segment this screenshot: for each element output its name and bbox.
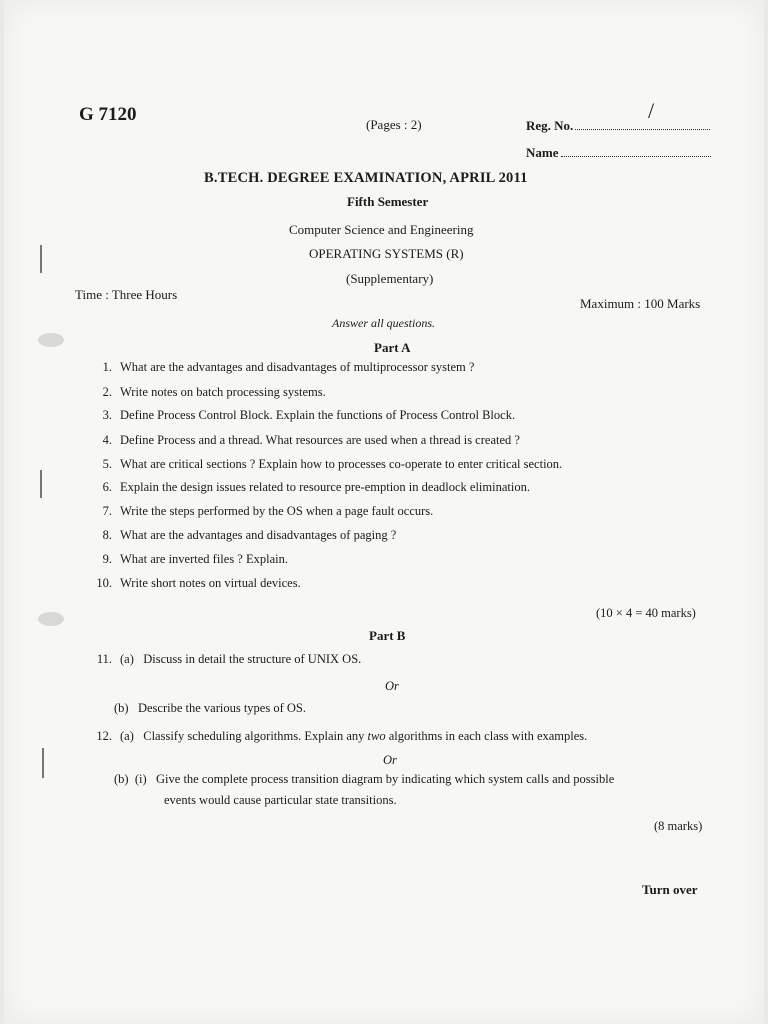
sub-label: (a) xyxy=(120,652,134,666)
maximum-marks: Maximum : 100 Marks xyxy=(580,296,701,311)
question-item xyxy=(90,385,326,400)
branch: Computer Science and Engineering xyxy=(289,222,474,237)
reg-no-label: Reg. No. xyxy=(526,118,574,133)
question-text: Define Process and a thread. What resources are used when a thread is created ? xyxy=(120,433,520,447)
question-item xyxy=(90,360,474,375)
reg-no-blank xyxy=(575,119,710,130)
question-number: 10. xyxy=(96,576,112,590)
question-12b xyxy=(114,772,614,787)
subject: OPERATING SYSTEMS (R) xyxy=(309,246,464,261)
question-item xyxy=(90,528,396,543)
question-number: 9. xyxy=(102,552,112,566)
question-number: 11. xyxy=(96,652,112,666)
or-separator: Or xyxy=(383,753,397,767)
exam-title: B.TECH. DEGREE EXAMINATION, APRIL 2011 xyxy=(204,170,528,186)
part-a-marks: (10 × 4 = 40 marks) xyxy=(596,606,696,620)
question-11a xyxy=(84,652,361,667)
question-text: What are the advantages and disadvantages of multiprocessor system ? xyxy=(120,360,475,374)
semester: Fifth Semester xyxy=(347,194,429,209)
part-a-heading: Part A xyxy=(374,340,411,355)
sub-label: (b) xyxy=(114,701,129,715)
question-text: What are the advantages and disadvantages of paging ? xyxy=(120,528,397,542)
question-text: Write short notes on virtual devices. xyxy=(120,576,301,590)
question-number: 2. xyxy=(102,385,112,399)
question-number: 4. xyxy=(102,433,112,447)
exam-paper xyxy=(4,0,764,1024)
instructions-a: Answer xyxy=(332,316,368,330)
question-text: What are critical sections ? Explain how to processes co-operate to enter critical section. xyxy=(120,457,563,471)
question-item xyxy=(90,457,562,472)
or-separator: Or xyxy=(385,679,399,693)
question-number: 7. xyxy=(102,504,112,518)
name-field xyxy=(526,145,711,161)
question-text: Explain the design issues related to resource pre-emption in deadlock elimination. xyxy=(120,480,530,494)
handwritten-mark: / xyxy=(648,98,655,123)
question-text: What are inverted files ? Explain. xyxy=(120,552,288,566)
question-item xyxy=(84,576,301,591)
question-item xyxy=(90,480,530,495)
question-number: 8. xyxy=(102,528,112,542)
question-12a xyxy=(84,729,587,744)
question-emphasis: two xyxy=(367,729,386,743)
name-label: Name xyxy=(526,145,559,160)
scan-mark xyxy=(40,245,42,273)
instructions xyxy=(332,316,435,331)
question-item xyxy=(90,552,288,567)
question-text: Write notes on batch processing systems. xyxy=(120,385,326,399)
question-text: Define Process Control Block. Explain the functions of Process Control Block. xyxy=(120,408,516,422)
time-allowed: Time : Three Hours xyxy=(75,287,178,302)
page-count: (Pages : 2) xyxy=(366,117,422,132)
instructions-b: all questions. xyxy=(371,316,436,330)
question-item xyxy=(90,408,515,423)
question-number: 1. xyxy=(102,360,112,374)
question-number: 6. xyxy=(102,480,112,494)
question-text: algorithms in each class with examples. xyxy=(388,729,588,743)
scan-mark xyxy=(42,748,44,778)
exam-type: (Supplementary) xyxy=(346,271,434,286)
question-text: Discuss in detail the structure of UNIX OS. xyxy=(143,652,362,666)
name-blank xyxy=(561,146,711,157)
question-11b xyxy=(114,701,306,716)
question-text: Classify scheduling algorithms. Explain any xyxy=(143,729,365,743)
scan-mark xyxy=(40,470,42,498)
punch-hole xyxy=(38,612,64,626)
turn-over: Turn over xyxy=(642,882,698,897)
question-item xyxy=(90,433,520,448)
question-text: Describe the various types of OS. xyxy=(137,701,306,715)
question-number: 5. xyxy=(102,457,112,471)
question-number: 3. xyxy=(102,408,112,422)
sub-label: (b) xyxy=(114,772,129,786)
question-text: Give the complete process transition diagram by indicating which system calls and possible xyxy=(156,772,615,786)
question-12b-cont: events would cause particular state transitions. xyxy=(164,793,397,807)
part-b-marks: (8 marks) xyxy=(654,819,703,833)
paper-code: G 7120 xyxy=(79,104,137,125)
part-b-heading: Part B xyxy=(369,628,406,643)
sub-sub-label: (i) xyxy=(134,772,147,786)
punch-hole xyxy=(38,333,64,347)
sub-label: (a) xyxy=(120,729,134,743)
reg-no-field xyxy=(526,118,710,134)
question-item xyxy=(90,504,433,519)
question-text: Write the steps performed by the OS when a page fault occurs. xyxy=(120,504,434,518)
question-number: 12. xyxy=(96,729,112,743)
